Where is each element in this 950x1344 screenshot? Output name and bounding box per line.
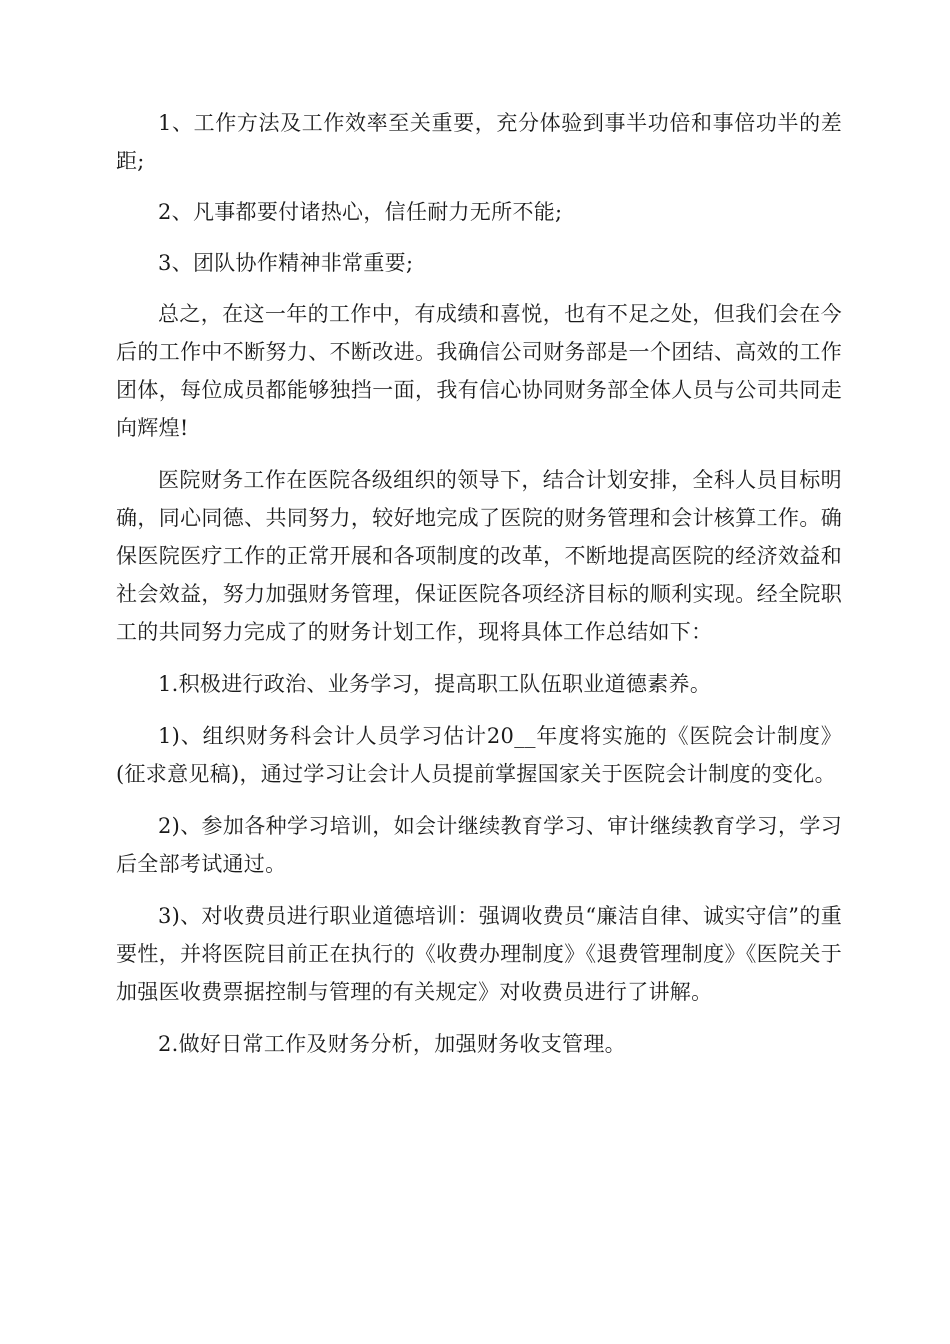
paragraph-lesson-3: 3、团队协作精神非常重要; <box>158 251 414 275</box>
paragraph-hospital-intro: 医院财务工作在医院各级组织的领导下，结合计划安排，全科人员目标明确，同心同德、共同努力，较好地完成了医院的财务管理和会计核算工作。确保医院医疗工作的正常开展和各项制度的改革，不断地提高医院的经济效益和社会效益，努力加强财务管理，保证医院各项经济目标的顺利实现。经全院职工的共同努力完成了的财务计划工作，现将具体工作总结如下： <box>116 468 842 644</box>
paragraph-item-1: 1)、组织财务科会计人员学习估计20__年度将实施的《医院会计制度》(征求意见稿)，通过学习让会计人员提前掌握国家关于医院会计制度的变化。 <box>116 724 842 786</box>
paragraph-lesson-2: 2、凡事都要付诸热心，信任耐力无所不能; <box>158 200 563 224</box>
section-heading-1: 1.积极进行政治、业务学习，提高职工队伍职业道德素养。 <box>158 672 712 696</box>
section-heading-2: 2.做好日常工作及财务分析，加强财务收支管理。 <box>158 1032 626 1056</box>
paragraph-lesson-1: 1、工作方法及工作效率至关重要，充分体验到事半功倍和事倍功半的差距; <box>116 111 842 173</box>
paragraph-item-3: 3)、对收费员进行职业道德培训：强调收费员“廉洁自律、诚实守信”的重要性，并将医院目前正在执行的《收费办理制度》《退费管理制度》《医院关于加强医收费票据控制与管理的有关规定》对收费员进行了讲解。 <box>116 904 842 1004</box>
paragraph-conclusion: 总之，在这一年的工作中，有成绩和喜悦，也有不足之处，但我们会在今后的工作中不断努力、不断改进。我确信公司财务部是一个团结、高效的工作团体，每位成员都能够独挡一面，我有信心协同财务部全体人员与公司共同走向辉煌! <box>116 302 842 440</box>
paragraph-item-2: 2)、参加各种学习培训，如会计继续教育学习、审计继续教育学习，学习后全部考试通过。 <box>116 814 842 876</box>
